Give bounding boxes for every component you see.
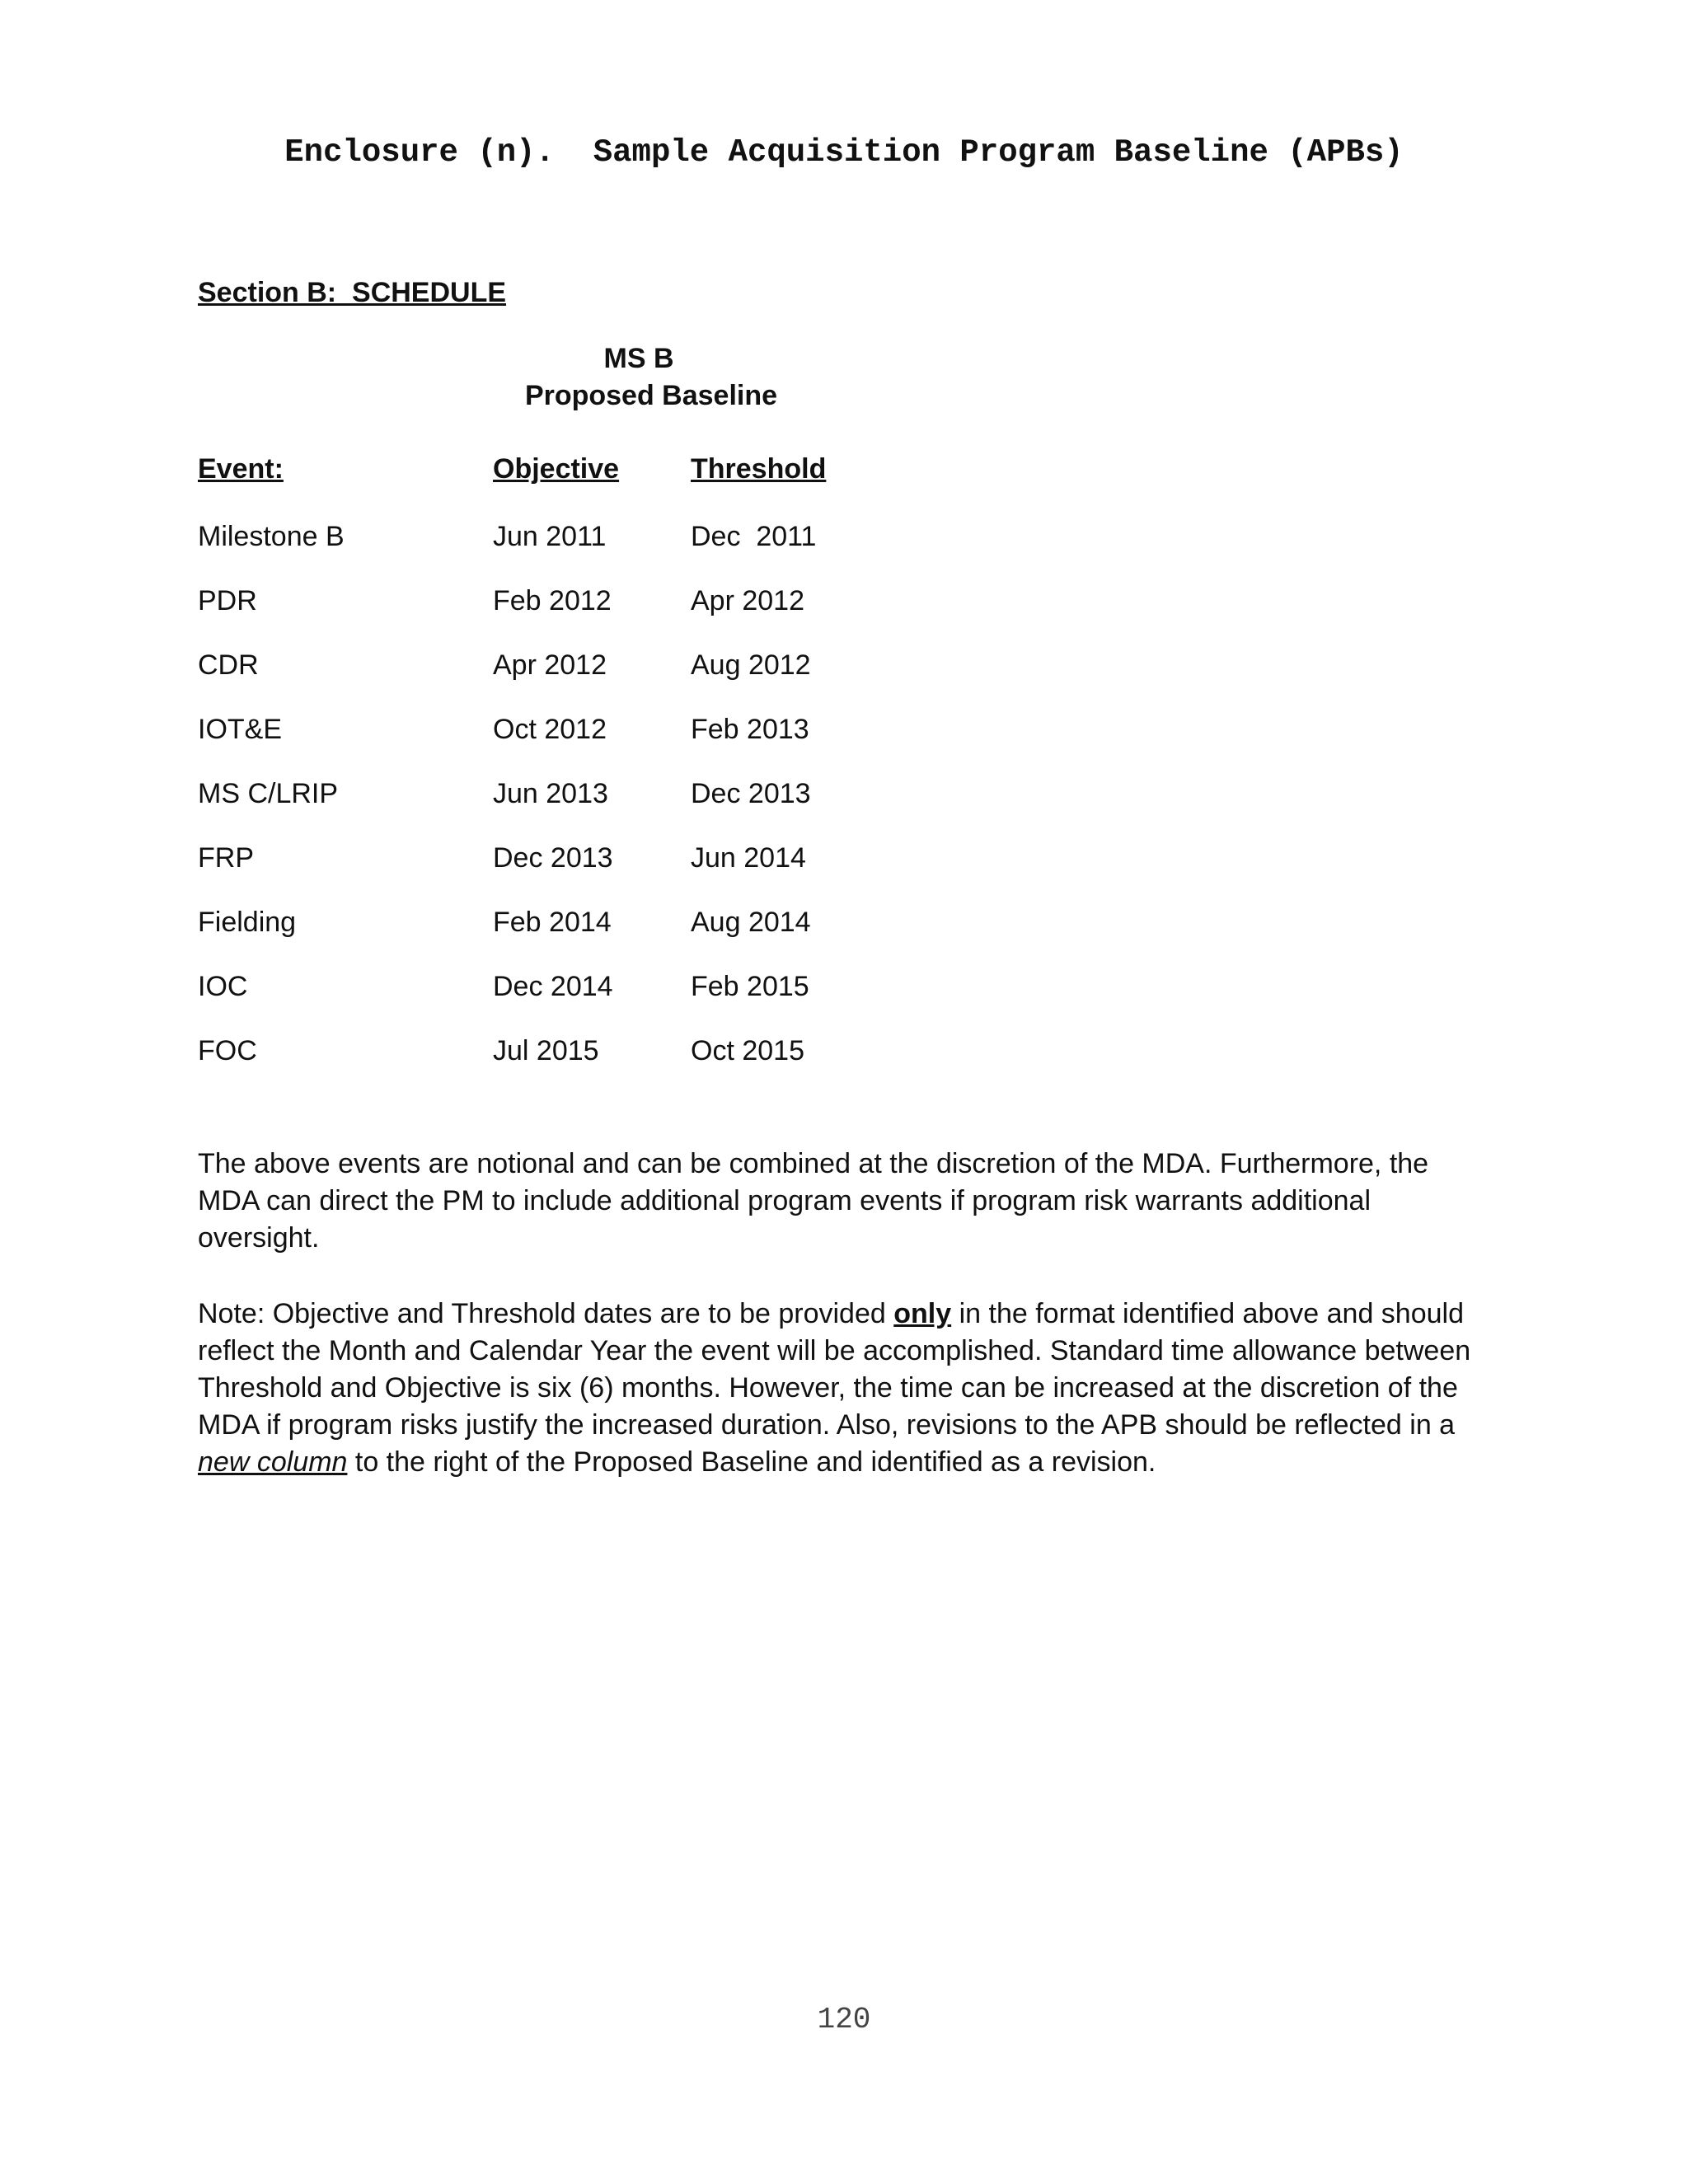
page-number: 120 bbox=[817, 2003, 871, 2036]
objective-cell: Jul 2015 bbox=[493, 1035, 599, 1066]
event-cell: Milestone B bbox=[198, 521, 345, 552]
objective-cell: Feb 2014 bbox=[493, 907, 612, 938]
column-header-objective: Objective bbox=[493, 453, 620, 485]
event-cell: FRP bbox=[198, 842, 254, 874]
column-header-event: Event: bbox=[198, 453, 284, 485]
threshold-cell: Aug 2014 bbox=[691, 907, 811, 938]
event-cell: Fielding bbox=[198, 907, 297, 938]
note-text-middle: in the format identified above and should reflect the Month and Calendar Year the event will be accomplished. Standard time allowance between Threshold and Objective is six (6) months. However, the time can be increased at the discretion of the MDA if program risks justify the increased duration. Also, revisions to the APB should be reflected in a bbox=[198, 1298, 1471, 1441]
paragraph-note bbox=[198, 1296, 1492, 1481]
threshold-cell: Feb 2015 bbox=[691, 971, 809, 1002]
objective-cell: Dec 2014 bbox=[493, 971, 613, 1002]
threshold-cell: Jun 2014 bbox=[691, 842, 806, 874]
threshold-cell: Oct 2015 bbox=[691, 1035, 804, 1066]
event-cell: PDR bbox=[198, 585, 257, 616]
baseline-heading bbox=[495, 340, 808, 415]
threshold-cell: Feb 2013 bbox=[691, 714, 809, 745]
note-emphasis-new-column: new column bbox=[198, 1446, 348, 1478]
objective-cell: Jun 2013 bbox=[493, 778, 608, 809]
objective-cell: Dec 2013 bbox=[493, 842, 613, 874]
section-heading: Section B: SCHEDULE bbox=[198, 277, 507, 308]
baseline-heading-label: Proposed Baseline bbox=[524, 380, 778, 411]
baseline-heading-milestone: MS B bbox=[603, 343, 674, 374]
paragraph-notional-events: The above events are notional and can be combined at the discretion of the MDA. Furthermore, the MDA can direct the PM to include additional program events if program risk warrants additional oversight. bbox=[198, 1148, 1429, 1254]
page-title: Enclosure (n). Sample Acquisition Program Baseline (APBs) bbox=[284, 134, 1404, 171]
event-cell: IOT&E bbox=[198, 714, 283, 745]
event-cell: IOC bbox=[198, 971, 248, 1002]
objective-cell: Feb 2012 bbox=[493, 585, 612, 616]
objective-cell: Apr 2012 bbox=[493, 649, 607, 681]
objective-cell: Oct 2012 bbox=[493, 714, 607, 745]
note-text-end: to the right of the Proposed Baseline and identified as a revision. bbox=[347, 1446, 1156, 1478]
event-cell: CDR bbox=[198, 649, 259, 681]
event-cell: MS C/LRIP bbox=[198, 778, 339, 809]
note-text-start: Note: Objective and Threshold dates are to be provided bbox=[198, 1298, 894, 1329]
column-header-threshold: Threshold bbox=[691, 453, 827, 485]
objective-cell: Jun 2011 bbox=[493, 521, 607, 552]
event-cell: FOC bbox=[198, 1035, 257, 1066]
threshold-cell: Apr 2012 bbox=[691, 585, 804, 616]
threshold-cell: Aug 2012 bbox=[691, 649, 811, 681]
note-emphasis-only: only bbox=[893, 1298, 952, 1329]
threshold-cell: Dec 2011 bbox=[691, 521, 817, 552]
threshold-cell: Dec 2013 bbox=[691, 778, 811, 809]
